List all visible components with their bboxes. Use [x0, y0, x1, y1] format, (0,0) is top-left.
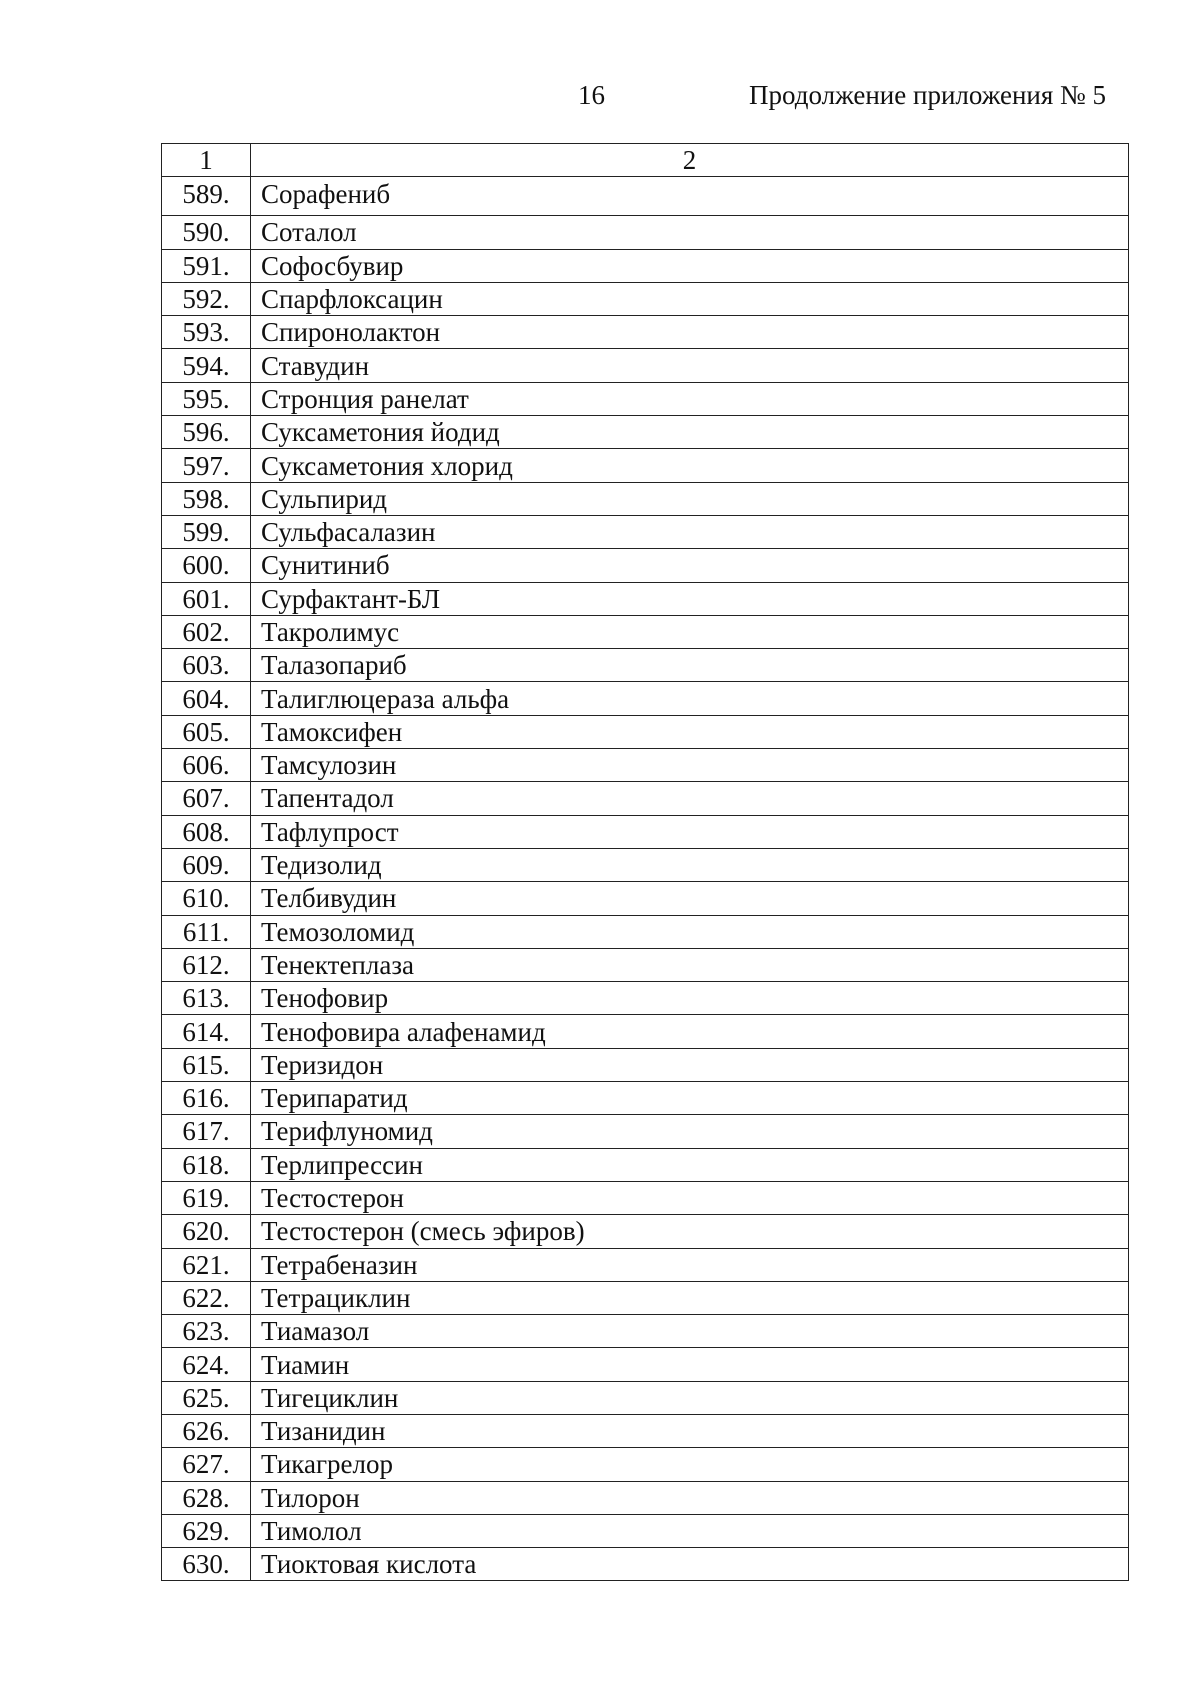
- table-row: [162, 249, 1129, 282]
- row-number: 596.: [162, 416, 251, 449]
- row-number: 608.: [162, 815, 251, 848]
- table-row: [162, 316, 1129, 349]
- row-number: 611.: [162, 915, 251, 948]
- drug-name: Спиронолактон: [251, 316, 1129, 349]
- table-row: [162, 848, 1129, 881]
- drug-name: Тенофовира алафенамид: [251, 1015, 1129, 1048]
- row-number: 605.: [162, 715, 251, 748]
- table-row: [162, 1315, 1129, 1348]
- drug-name: Софосбувир: [251, 249, 1129, 282]
- drug-name: Суксаметония йодид: [251, 416, 1129, 449]
- row-number: 593.: [162, 316, 251, 349]
- row-number: 600.: [162, 549, 251, 582]
- table-row: [162, 982, 1129, 1015]
- drug-name: Тетрациклин: [251, 1281, 1129, 1314]
- row-number: 606.: [162, 749, 251, 782]
- drug-name: Тамсулозин: [251, 749, 1129, 782]
- drug-name: Стронция ранелат: [251, 382, 1129, 415]
- table-row: [162, 382, 1129, 415]
- row-number: 624.: [162, 1348, 251, 1381]
- table-row: [162, 582, 1129, 615]
- table-row: [162, 1414, 1129, 1447]
- drug-name: Сульпирид: [251, 482, 1129, 515]
- drug-name: Тигециклин: [251, 1381, 1129, 1414]
- table-row: [162, 482, 1129, 515]
- table-row: [162, 416, 1129, 449]
- table-row: [162, 1015, 1129, 1048]
- row-number: 625.: [162, 1381, 251, 1414]
- table-row: [162, 615, 1129, 648]
- table-row: [162, 782, 1129, 815]
- drug-name: Тенофовир: [251, 982, 1129, 1015]
- table-row: [162, 1348, 1129, 1381]
- table-row: [162, 349, 1129, 382]
- drug-name: Телбивудин: [251, 882, 1129, 915]
- row-number: 629.: [162, 1514, 251, 1547]
- drug-list-table: [161, 143, 1129, 1581]
- row-number: 628.: [162, 1481, 251, 1514]
- table-row: [162, 1381, 1129, 1414]
- drug-name: Суксаметония хлорид: [251, 449, 1129, 482]
- column-header-name: 2: [251, 144, 1129, 177]
- row-number: 592.: [162, 282, 251, 315]
- drug-name: Тиамин: [251, 1348, 1129, 1381]
- row-number: 622.: [162, 1281, 251, 1314]
- row-number: 603.: [162, 649, 251, 682]
- table-row: [162, 1248, 1129, 1281]
- drug-name: Тестостерон: [251, 1181, 1129, 1214]
- table-row: [162, 216, 1129, 249]
- row-number: 626.: [162, 1414, 251, 1447]
- row-number: 609.: [162, 848, 251, 881]
- drug-name: Сурфактант-БЛ: [251, 582, 1129, 615]
- table-row: [162, 649, 1129, 682]
- table-row: [162, 549, 1129, 582]
- row-number: 615.: [162, 1048, 251, 1081]
- row-number: 595.: [162, 382, 251, 415]
- table-row: [162, 449, 1129, 482]
- drug-name: Тимолол: [251, 1514, 1129, 1547]
- row-number: 604.: [162, 682, 251, 715]
- drug-name: Такролимус: [251, 615, 1129, 648]
- row-number: 594.: [162, 349, 251, 382]
- table-row: [162, 515, 1129, 548]
- table-row: [162, 1215, 1129, 1248]
- drug-name: Тиамазол: [251, 1315, 1129, 1348]
- drug-name: Тенектеплаза: [251, 948, 1129, 981]
- table-row: [162, 1082, 1129, 1115]
- row-number: 623.: [162, 1315, 251, 1348]
- table-row: [162, 1448, 1129, 1481]
- row-number: 620.: [162, 1215, 251, 1248]
- column-header-number: 1: [162, 144, 251, 177]
- drug-name: Тедизолид: [251, 848, 1129, 881]
- drug-name: Тилорон: [251, 1481, 1129, 1514]
- table-row: [162, 1148, 1129, 1181]
- row-number: 612.: [162, 948, 251, 981]
- table-row: [162, 715, 1129, 748]
- drug-name: Тиоктовая кислота: [251, 1548, 1129, 1581]
- row-number: 630.: [162, 1548, 251, 1581]
- table-row: [162, 682, 1129, 715]
- table-row: [162, 1481, 1129, 1514]
- drug-name: Теризидон: [251, 1048, 1129, 1081]
- row-number: 618.: [162, 1148, 251, 1181]
- table-row: [162, 1514, 1129, 1547]
- table-row: [162, 1181, 1129, 1214]
- drug-name: Сульфасалазин: [251, 515, 1129, 548]
- row-number: 621.: [162, 1248, 251, 1281]
- row-number: 601.: [162, 582, 251, 615]
- table-row: [162, 282, 1129, 315]
- table-row: [162, 1048, 1129, 1081]
- row-number: 591.: [162, 249, 251, 282]
- drug-name: Талиглюцераза альфа: [251, 682, 1129, 715]
- drug-name: Тизанидин: [251, 1414, 1129, 1447]
- table-body: [162, 177, 1129, 1581]
- drug-name: Талазопариб: [251, 649, 1129, 682]
- drug-name: Тафлупрост: [251, 815, 1129, 848]
- row-number: 610.: [162, 882, 251, 915]
- table-row: [162, 177, 1129, 216]
- row-number: 602.: [162, 615, 251, 648]
- drug-name: Ставудин: [251, 349, 1129, 382]
- row-number: 598.: [162, 482, 251, 515]
- row-number: 613.: [162, 982, 251, 1015]
- drug-name: Тестостерон (смесь эфиров): [251, 1215, 1129, 1248]
- drug-name: Тетрабеназин: [251, 1248, 1129, 1281]
- row-number: 614.: [162, 1015, 251, 1048]
- table-header-row: [162, 144, 1129, 177]
- drug-name: Сорафениб: [251, 177, 1129, 216]
- appendix-note: Продолжение приложения № 5: [749, 80, 1107, 110]
- drug-name: Тамоксифен: [251, 715, 1129, 748]
- table-row: [162, 749, 1129, 782]
- drug-name: Соталол: [251, 216, 1129, 249]
- row-number: 589.: [162, 177, 251, 216]
- drug-name: Темозоломид: [251, 915, 1129, 948]
- row-number: 619.: [162, 1181, 251, 1214]
- page-number: 16: [578, 80, 605, 110]
- table-row: [162, 1115, 1129, 1148]
- table-row: [162, 915, 1129, 948]
- row-number: 616.: [162, 1082, 251, 1115]
- table-row: [162, 1281, 1129, 1314]
- drug-name: Сунитиниб: [251, 549, 1129, 582]
- drug-name: Тапентадол: [251, 782, 1129, 815]
- row-number: 590.: [162, 216, 251, 249]
- row-number: 607.: [162, 782, 251, 815]
- row-number: 627.: [162, 1448, 251, 1481]
- drug-name: Спарфлоксацин: [251, 282, 1129, 315]
- row-number: 599.: [162, 515, 251, 548]
- row-number: 597.: [162, 449, 251, 482]
- drug-name: Терлипрессин: [251, 1148, 1129, 1181]
- row-number: 617.: [162, 1115, 251, 1148]
- table-row: [162, 948, 1129, 981]
- table-row: [162, 1548, 1129, 1581]
- table-row: [162, 882, 1129, 915]
- drug-list-table-container: [161, 143, 1129, 1581]
- drug-name: Терифлуномид: [251, 1115, 1129, 1148]
- table-row: [162, 815, 1129, 848]
- drug-name: Тикагрелор: [251, 1448, 1129, 1481]
- drug-name: Терипаратид: [251, 1082, 1129, 1115]
